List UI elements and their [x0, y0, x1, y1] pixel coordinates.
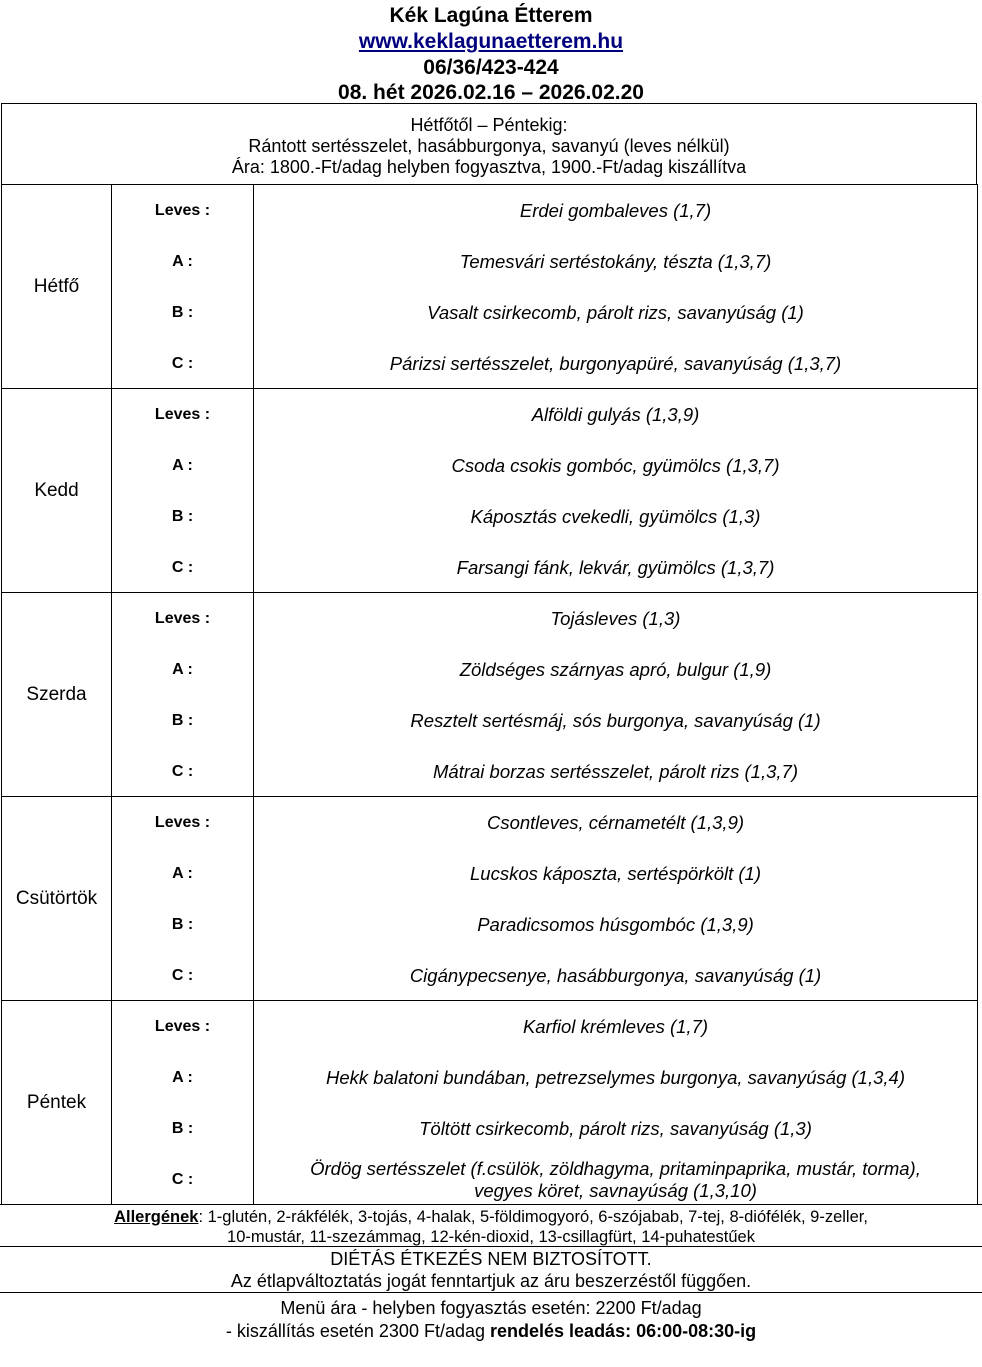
slot-labels	[112, 797, 254, 1000]
slot-label: A :	[172, 660, 193, 678]
day-block	[1, 1000, 978, 1205]
slot-label: Leves :	[154, 1017, 211, 1035]
dish-item-line: Ördög sertésszelet (f.csülök, zöldhagyma, pritaminpaprika, mustár, torma),	[310, 1157, 921, 1179]
slot-label: A :	[172, 1068, 193, 1086]
slot-label: Leves :	[154, 405, 211, 423]
day-block	[1, 184, 978, 389]
allergens-line-1	[0, 1207, 982, 1227]
dish-item: Káposztás cvekedli, gyümölcs (1,3)	[470, 505, 761, 527]
menu-price-local: Menü ára - helyben fogyasztás esetén: 2200 Ft/adag	[280, 1298, 702, 1318]
allergens-line-2: 10-mustár, 11-szezámmag, 12-kén-dioxid, 13-csillagfürt, 14-puhatestűek	[227, 1228, 755, 1246]
slot-label: A :	[172, 456, 193, 474]
slot-label: Leves :	[154, 813, 211, 831]
dish-item: Temesvári sertéstokány, tészta (1,3,7)	[459, 250, 772, 272]
slot-labels	[112, 185, 254, 388]
slot-label: C :	[171, 1170, 194, 1188]
slot-label: B :	[171, 1119, 194, 1137]
week-range: 08. hét 2026.02.16 – 2026.02.20	[338, 81, 644, 104]
slot-label: C :	[171, 354, 194, 372]
day-block	[1, 796, 978, 1001]
dish-item: Cigánypecsenye, hasábburgonya, savanyúság (1)	[409, 964, 822, 986]
dish-item: Csoda csokis gombóc, gyümölcs (1,3,7)	[451, 454, 780, 476]
slot-label: B :	[171, 915, 194, 933]
day-block	[1, 592, 978, 797]
dish-item-line: vegyes köret, savnayúság (1,3,10)	[474, 1179, 757, 1201]
slot-labels	[112, 389, 254, 592]
slot-label: B :	[171, 711, 194, 729]
menu-price-section	[0, 1292, 982, 1352]
menu-price-delivery: - kiszállítás esetén 2300 Ft/adag	[225, 1321, 490, 1341]
restaurant-name: Kék Lagúna Étterem	[389, 4, 593, 27]
dish-item: Tojásleves (1,3)	[550, 607, 681, 629]
slot-label: C :	[171, 558, 194, 576]
dish-item: Mátrai borzas sertésszelet, párolt rizs (1,3,7)	[433, 760, 798, 782]
weekly-offer-price: Ára: 1800.-Ft/adag helyben fogyasztva, 1900.-Ft/adag kiszállítva	[231, 157, 747, 177]
diet-notice: DIÉTÁS ÉTKEZÉS NEM BIZTOSÍTOTT.	[330, 1249, 652, 1269]
website-link-wrap	[0, 29, 982, 55]
dish-item	[254, 1154, 977, 1205]
slot-label: A :	[172, 864, 193, 882]
day-name: Hétfő	[2, 185, 112, 388]
change-notice: Az étlapváltoztatás jogát fenntartjuk az áru beszerzéstől függően.	[230, 1271, 752, 1291]
order-deadline: rendelés leadás: 06:00-08:30-ig	[490, 1321, 757, 1341]
day-name: Csütörtök	[2, 797, 112, 1000]
dish-item: Töltött csirkecomb, párolt rizs, savanyúság (1,3)	[419, 1117, 812, 1139]
dish-item: Erdei gombaleves (1,7)	[519, 199, 712, 221]
dish-item: Karfiol krémleves (1,7)	[522, 1015, 709, 1037]
weekly-offer-dish: Rántott sertésszelet, hasábburgonya, savanyú (leves nélkül)	[248, 136, 730, 156]
day-name: Kedd	[2, 389, 112, 592]
allergens-section	[0, 1204, 982, 1247]
dish-list	[254, 1001, 977, 1204]
day-name: Szerda	[2, 593, 112, 796]
slot-label: Leves :	[154, 201, 211, 219]
dish-item: Vasalt csirkecomb, párolt rizs, savanyúság (1)	[427, 301, 804, 323]
dish-item: Alföldi gulyás (1,3,9)	[531, 403, 700, 425]
dish-list	[254, 593, 977, 796]
slot-labels	[112, 1001, 254, 1204]
slot-labels	[112, 593, 254, 796]
dish-item: Farsangi fánk, lekvár, gyümölcs (1,3,7)	[456, 556, 775, 578]
slot-label: B :	[171, 303, 194, 321]
dish-list	[254, 797, 977, 1000]
phone-number: 06/36/423-424	[423, 56, 559, 79]
dish-item: Lucskos káposzta, sertéspörkölt (1)	[470, 862, 761, 884]
dish-list	[254, 185, 977, 388]
dish-list	[254, 389, 977, 592]
slot-label: A :	[172, 252, 193, 270]
dish-item: Párizsi sertésszelet, burgonyapüré, savanyúság (1,3,7)	[389, 352, 842, 374]
day-name: Péntek	[2, 1001, 112, 1204]
allergens-list-1: : 1-glutén, 2-rákfélék, 3-tojás, 4-halak, 5-földimogyoró, 6-szójabab, 7-tej, 8-diófélék, 9-zeller,	[198, 1208, 868, 1226]
weekly-offer-title: Hétfőtől – Péntekig:	[410, 115, 568, 135]
menu-price-delivery-line	[0, 1320, 982, 1343]
slot-label: B :	[171, 507, 194, 525]
slot-label: C :	[171, 762, 194, 780]
dish-item: Resztelt sertésmáj, sós burgonya, savanyúság (1)	[410, 709, 821, 731]
allergens-label: Allergének	[114, 1208, 199, 1226]
dish-item: Paradicsomos húsgombóc (1,3,9)	[477, 913, 754, 935]
website-link[interactable]: www.keklagunaetterem.hu	[358, 30, 624, 53]
dish-item: Csontleves, cérnametélt (1,3,9)	[486, 811, 745, 833]
day-block	[1, 388, 978, 593]
dish-item: Hekk balatoni bundában, petrezselymes burgonya, savanyúság (1,3,4)	[326, 1066, 905, 1088]
notices-section	[0, 1246, 982, 1293]
slot-label: Leves :	[154, 609, 211, 627]
weekly-offer	[1, 103, 977, 185]
dish-item: Zöldséges szárnyas apró, bulgur (1,9)	[459, 658, 772, 680]
slot-label: C :	[171, 966, 194, 984]
